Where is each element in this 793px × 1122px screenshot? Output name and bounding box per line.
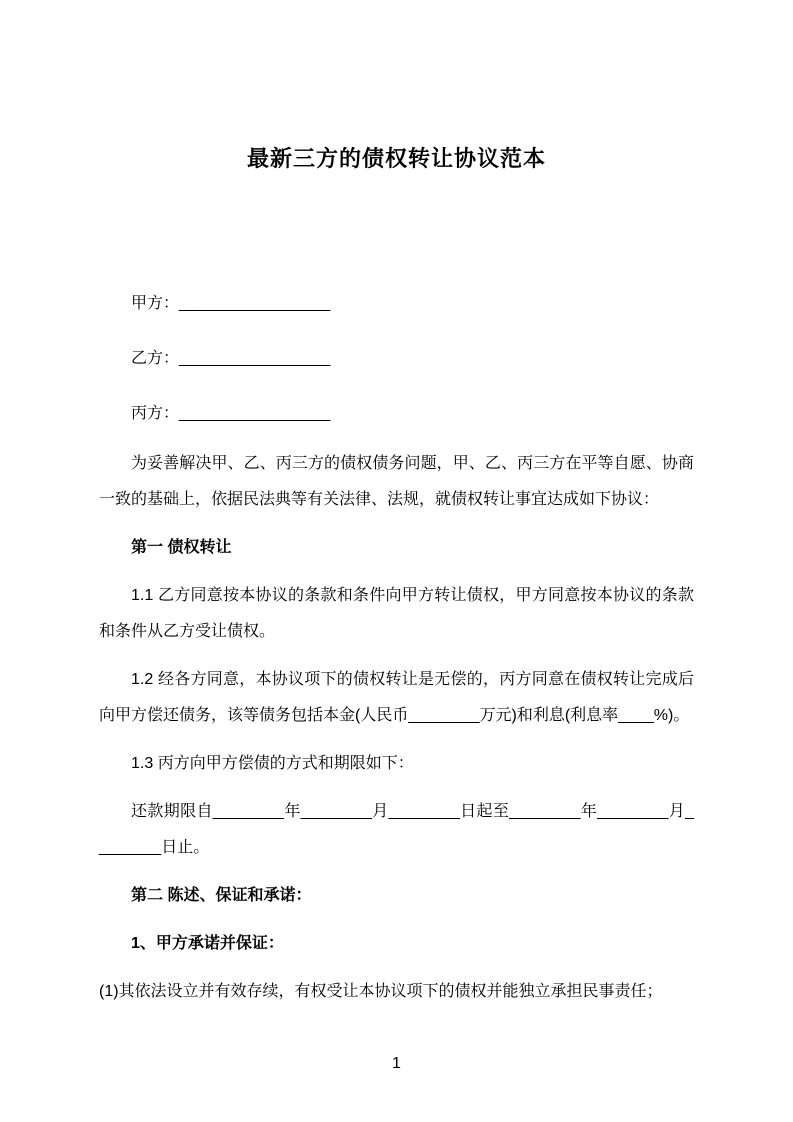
clause-1-2: 1.2 经各方同意，本协议项下的债权转让是无偿的，丙方同意在债权转让完成后向甲方偿还债务，该等债务包括本金(人民币________万元)和利息(利息率____%)。: [99, 671, 694, 724]
party-label-jiafang: 甲方：: [131, 295, 180, 312]
party-blank-bingfang: _________________: [179, 405, 331, 422]
party-label-bingfang: 丙方：: [131, 405, 180, 422]
page-number: 1: [392, 1055, 401, 1072]
party-line-jiafang: [99, 286, 694, 322]
clause-1-1: 1.1 乙方同意按本协议的条款和条件向甲方转让债权，甲方同意按本协议的条款和条件从乙方受让债权。: [99, 587, 694, 640]
repayment-term-line: 还款期限自________年________月________日起至________年________月________日止。: [99, 803, 694, 856]
paragraph-preamble: 为妥善解决甲、乙、丙三方的债权债务问题，甲、乙、丙三方在平等自愿、协商一致的基础上，依据民法典等有关法律、法规，就债权转让事宜达成如下协议：: [99, 455, 694, 508]
section-1-heading: 第一 债权转让: [131, 539, 232, 556]
clause-1-3: 1.3 丙方向甲方偿债的方式和期限如下：: [131, 755, 414, 772]
party-blank-yifang: _________________: [179, 350, 331, 367]
party-line-yifang: [99, 341, 694, 377]
item-1-heading: 1、甲方承诺并保证：: [131, 935, 284, 952]
party-label-yifang: 乙方：: [131, 350, 180, 367]
party-blank-jiafang: _________________: [179, 295, 331, 312]
party-line-bingfang: [99, 396, 694, 432]
item-1-sub1: (1)其依法设立并有效存续，有权受让本协议项下的债权并能独立承担民事责任；: [99, 983, 663, 1000]
section-2-heading: 第二 陈述、保证和承诺：: [131, 887, 312, 904]
document-title: 最新三方的债权转让协议范本: [246, 146, 546, 171]
